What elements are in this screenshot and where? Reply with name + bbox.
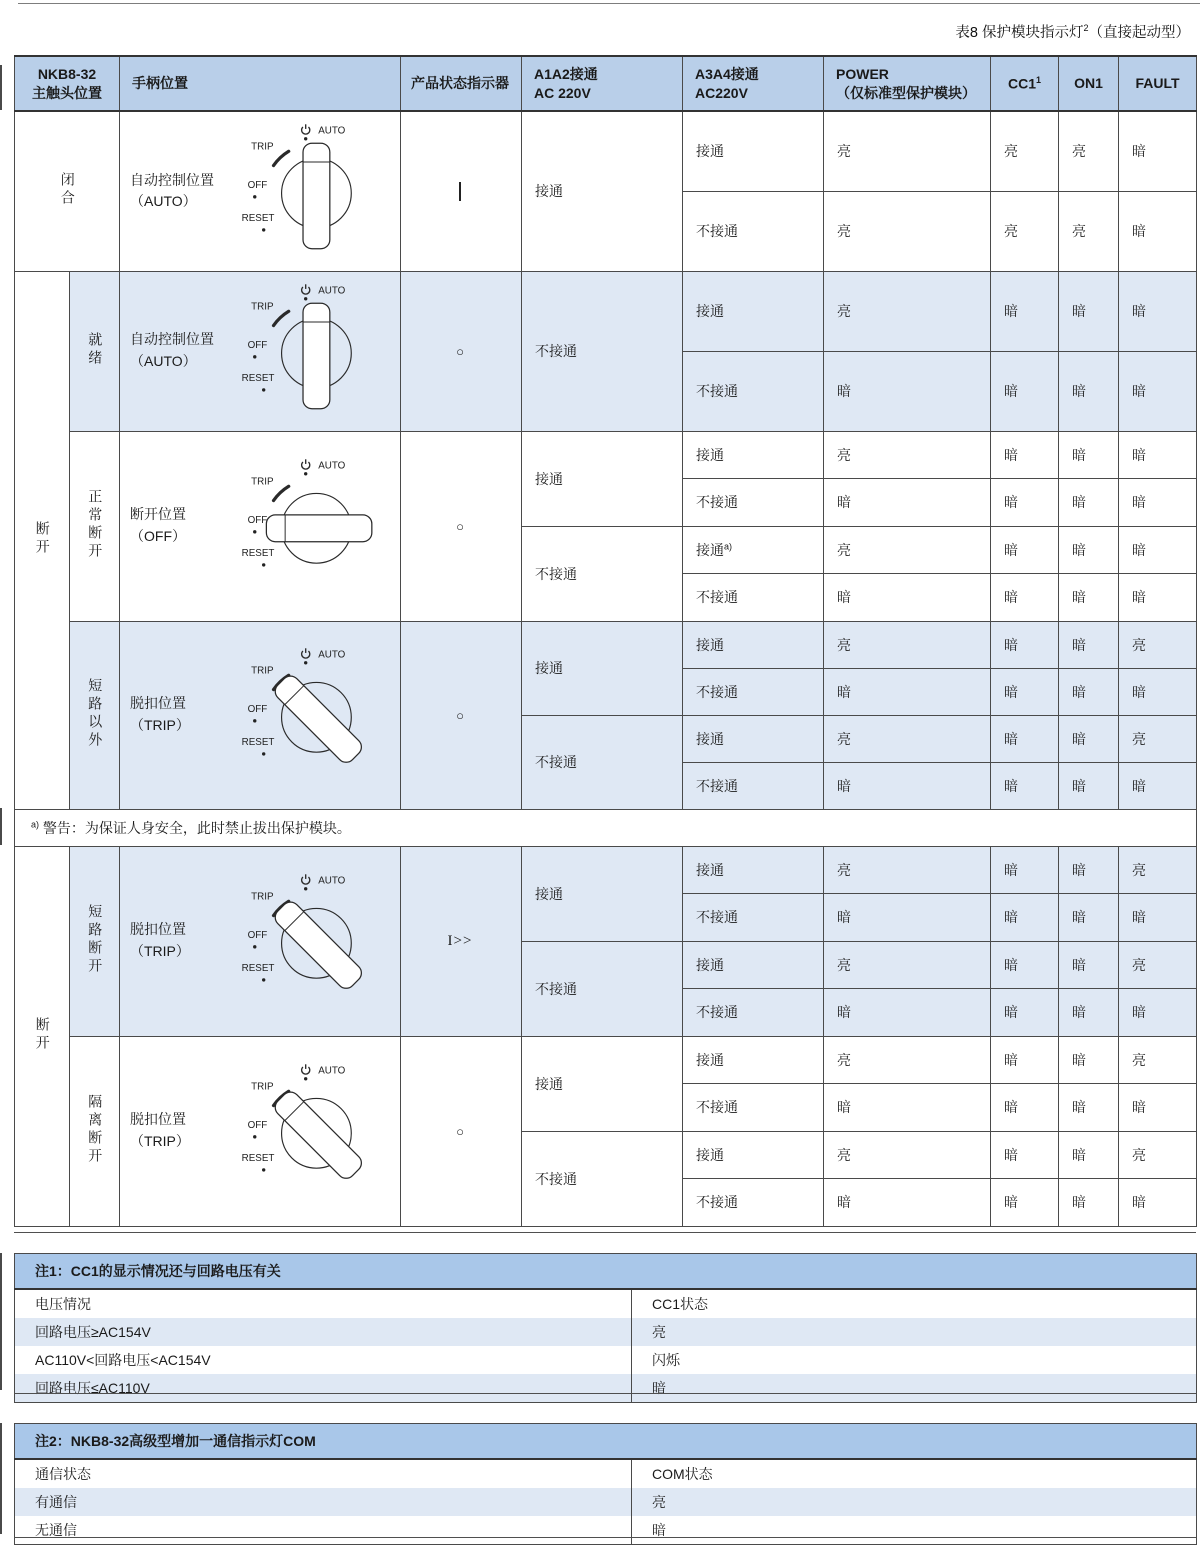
cell-a1a2: 不接通 bbox=[522, 271, 683, 431]
cell-power: 暗 bbox=[824, 1178, 991, 1226]
cell-fault: 暗 bbox=[1119, 271, 1197, 351]
reset-position-dot bbox=[262, 978, 265, 981]
cell-on1: 暗 bbox=[1059, 668, 1119, 715]
substate-label-short-open: 短路断开 bbox=[70, 846, 120, 1036]
header-fault: FAULT bbox=[1119, 56, 1197, 111]
note2-header-row bbox=[15, 1424, 1197, 1460]
trip-label: TRIP bbox=[251, 890, 274, 902]
position-label: 脱扣位置 （TRIP） bbox=[130, 921, 190, 959]
cell-cc1: 暗 bbox=[991, 893, 1059, 941]
cell-cc1: 暗 bbox=[991, 1178, 1059, 1226]
cell-on1: 暗 bbox=[1059, 941, 1119, 988]
cell-cc1: 暗 bbox=[991, 846, 1059, 893]
rotary-switch-icon bbox=[234, 280, 401, 423]
cell-a3a4: 不接通 bbox=[683, 893, 824, 941]
power-symbol-icon bbox=[302, 459, 310, 469]
position-label: 自动控制位置 （AUTO） bbox=[130, 331, 214, 369]
caption-suffix: （直接起动型） bbox=[1088, 25, 1190, 41]
cell-power: 亮 bbox=[824, 941, 991, 988]
warning-note: $^{a)}$ 警告：为保证人身安全，此时禁止拔出保护模块。 bbox=[15, 809, 1197, 846]
cell-fault: 暗 bbox=[1119, 478, 1197, 526]
cell-power: 亮 bbox=[824, 271, 991, 351]
page-top-rule bbox=[18, 3, 1200, 4]
note1-col1: 电压情况 bbox=[15, 1289, 632, 1318]
off-label: OFF bbox=[247, 929, 268, 941]
auto-position-dot bbox=[304, 137, 307, 140]
state-label-open: 断开 bbox=[15, 846, 70, 1226]
table-row bbox=[15, 431, 1197, 478]
power-symbol-icon bbox=[302, 648, 310, 658]
cell-cc1: 暗 bbox=[991, 478, 1059, 526]
position-label: 自动控制位置 （AUTO） bbox=[130, 171, 214, 210]
rotary-switch-diagram bbox=[234, 120, 401, 263]
page-edge-artifact bbox=[0, 1253, 2, 1390]
header-power: POWER （仅标准型保护模块） bbox=[824, 56, 991, 111]
cell-a1a2: 接通 bbox=[522, 431, 683, 526]
auto-label: AUTO bbox=[318, 874, 346, 886]
handle-position-cell bbox=[120, 1036, 401, 1226]
cell-a1a2: 不接通 bbox=[522, 526, 683, 621]
note1-table bbox=[14, 1253, 1197, 1403]
cell-a1a2: 接通 bbox=[522, 1036, 683, 1131]
handle-position-cell bbox=[120, 431, 401, 621]
table-row bbox=[15, 1516, 1197, 1545]
cell-fault: 亮 bbox=[1119, 1131, 1197, 1178]
auto-label: AUTO bbox=[318, 459, 346, 471]
cell-power: 亮 bbox=[824, 431, 991, 478]
table-row bbox=[15, 1374, 1197, 1403]
note2-col1: 无通信 bbox=[15, 1516, 632, 1545]
cell-on1: 暗 bbox=[1059, 1083, 1119, 1131]
cell-fault: 暗 bbox=[1119, 431, 1197, 478]
reset-position-dot bbox=[262, 228, 265, 231]
cell-a3a4: 不接通 bbox=[683, 573, 824, 621]
cell-on1: 暗 bbox=[1059, 573, 1119, 621]
cell-a3a4: 不接通 bbox=[683, 191, 824, 271]
cell-on1: 暗 bbox=[1059, 431, 1119, 478]
cell-cc1: 亮 bbox=[991, 191, 1059, 271]
handle-position-cell bbox=[120, 846, 401, 1036]
power-symbol-icon bbox=[302, 1064, 310, 1074]
trip-arc-mark bbox=[274, 151, 289, 165]
cell-power: 暗 bbox=[824, 351, 991, 431]
table-caption bbox=[955, 21, 1190, 42]
rotary-switch-diagram bbox=[234, 455, 401, 598]
trip-label: TRIP bbox=[251, 141, 274, 153]
cell-on1: 暗 bbox=[1059, 351, 1119, 431]
cell-power: 暗 bbox=[824, 478, 991, 526]
auto-label: AUTO bbox=[318, 1064, 346, 1076]
cell-fault: 暗 bbox=[1119, 351, 1197, 431]
cell-a3a4: 不接通 bbox=[683, 478, 824, 526]
cell-cc1: 暗 bbox=[991, 762, 1059, 809]
header-main-contact: NKB8-32 主触头位置 bbox=[15, 56, 120, 111]
cell-fault: 亮 bbox=[1119, 846, 1197, 893]
position-label: 脱扣位置 （TRIP） bbox=[130, 1111, 190, 1149]
cell-a3a4: 不接通 bbox=[683, 351, 824, 431]
note2-col2: 暗 bbox=[652, 1522, 666, 1538]
status-indicator-cell: I>> bbox=[401, 846, 522, 1036]
cell-a3a4: 接通 bbox=[683, 846, 824, 893]
header-handle-position: 手柄位置 bbox=[120, 56, 401, 111]
cell-cc1: 暗 bbox=[991, 351, 1059, 431]
trip-arc-mark bbox=[274, 486, 289, 500]
status-indicator-cell: ○ bbox=[401, 1036, 522, 1226]
cell-cc1: 暗 bbox=[991, 715, 1059, 762]
off-label: OFF bbox=[247, 179, 268, 191]
cell-fault: 暗 bbox=[1119, 111, 1197, 191]
double-rule bbox=[14, 1390, 1196, 1394]
note1-col1: 回路电压≥AC154V bbox=[15, 1318, 632, 1346]
table-row bbox=[15, 1488, 1197, 1516]
off-label: OFF bbox=[247, 514, 268, 526]
cell-a3a4: 接通 bbox=[683, 941, 824, 988]
note1-col2: 暗 bbox=[652, 1380, 666, 1396]
rotary-switch-diagram bbox=[234, 644, 401, 787]
cell-cc1: 暗 bbox=[991, 941, 1059, 988]
cell-fault: 暗 bbox=[1119, 526, 1197, 573]
cell-power: 亮 bbox=[824, 526, 991, 573]
auto-position-dot bbox=[304, 887, 307, 890]
reset-label: RESET bbox=[241, 212, 275, 224]
switch-handle bbox=[266, 514, 371, 541]
state-label-open: 断开 bbox=[15, 271, 70, 809]
cell-fault: 亮 bbox=[1119, 621, 1197, 668]
cell-cc1: 亮 bbox=[991, 111, 1059, 191]
cell-cc1: 暗 bbox=[991, 668, 1059, 715]
auto-position-dot bbox=[304, 1077, 307, 1080]
note2-table bbox=[14, 1423, 1197, 1545]
table-row bbox=[15, 1289, 1197, 1318]
cell-on1: 暗 bbox=[1059, 478, 1119, 526]
cell-on1: 暗 bbox=[1059, 762, 1119, 809]
trip-arc-mark bbox=[274, 311, 289, 325]
cell-power: 亮 bbox=[824, 1036, 991, 1083]
reset-position-dot bbox=[262, 1168, 265, 1171]
cell-a3a4: 不接通 bbox=[683, 988, 824, 1036]
double-rule bbox=[14, 1534, 1196, 1538]
reset-position-dot bbox=[262, 563, 265, 566]
footnote-marker: a) bbox=[31, 818, 40, 829]
note2-col1: 通信状态 bbox=[15, 1459, 632, 1488]
cell-cc1: 暗 bbox=[991, 1131, 1059, 1178]
cell-on1: 暗 bbox=[1059, 988, 1119, 1036]
page-edge-artifact bbox=[0, 1423, 2, 1534]
cell-cc1: 暗 bbox=[991, 1083, 1059, 1131]
cell-cc1: 暗 bbox=[991, 1036, 1059, 1083]
note2-col2: COM状态 bbox=[652, 1466, 713, 1482]
trip-label: TRIP bbox=[251, 1080, 274, 1092]
indicator-state-table bbox=[14, 55, 1197, 1227]
note1-header-row bbox=[15, 1254, 1197, 1290]
off-position-dot bbox=[253, 945, 256, 948]
off-position-dot bbox=[253, 355, 256, 358]
switch-handle bbox=[303, 143, 330, 248]
cell-fault: 暗 bbox=[1119, 988, 1197, 1036]
cell-fault: 亮 bbox=[1119, 715, 1197, 762]
reset-label: RESET bbox=[241, 372, 275, 384]
cell-fault: 亮 bbox=[1119, 1036, 1197, 1083]
cell-cc1: 暗 bbox=[991, 621, 1059, 668]
table-row bbox=[15, 1036, 1197, 1083]
cell-on1: 暗 bbox=[1059, 621, 1119, 668]
cell-a3a4: 接通$^{a)}$ bbox=[683, 526, 824, 573]
trip-label: TRIP bbox=[251, 664, 274, 676]
header-a3a4: A3A4接通 AC220V bbox=[683, 56, 824, 111]
cell-a1a2: 接通 bbox=[522, 621, 683, 715]
header-a1a2: A1A2接通 AC 220V bbox=[522, 56, 683, 111]
auto-label: AUTO bbox=[318, 125, 346, 137]
cell-power: 暗 bbox=[824, 988, 991, 1036]
cell-power: 暗 bbox=[824, 668, 991, 715]
cell-on1: 暗 bbox=[1059, 846, 1119, 893]
off-position-dot bbox=[253, 1135, 256, 1138]
cell-cc1: 暗 bbox=[991, 573, 1059, 621]
rotary-switch-icon bbox=[234, 1060, 401, 1203]
cell-a3a4: 不接通 bbox=[683, 1083, 824, 1131]
note1-col2: 闪烁 bbox=[652, 1352, 680, 1368]
cell-a1a2: 不接通 bbox=[522, 941, 683, 1036]
cell-a1a2: 接通 bbox=[522, 846, 683, 941]
off-position-dot bbox=[253, 195, 256, 198]
table-row bbox=[15, 846, 1197, 893]
header-row bbox=[15, 56, 1197, 111]
header-cc1: $CC1^1$ bbox=[991, 56, 1059, 111]
caption-superscript: 2 bbox=[1083, 23, 1089, 34]
cell-a1a2: 不接通 bbox=[522, 715, 683, 809]
trip-label: TRIP bbox=[251, 300, 274, 312]
reset-label: RESET bbox=[241, 736, 275, 748]
off-position-dot bbox=[253, 719, 256, 722]
status-indicator-cell bbox=[401, 111, 522, 271]
cell-power: 亮 bbox=[824, 1131, 991, 1178]
cell-a3a4: 接通 bbox=[683, 271, 824, 351]
substate-label-ready: 就绪 bbox=[70, 271, 120, 431]
cell-fault: 暗 bbox=[1119, 1083, 1197, 1131]
cell-on1: 暗 bbox=[1059, 893, 1119, 941]
status-indicator-cell: ○ bbox=[401, 271, 522, 431]
cell-cc1: 暗 bbox=[991, 431, 1059, 478]
power-symbol-icon bbox=[302, 124, 310, 134]
cell-power: 亮 bbox=[824, 846, 991, 893]
cell-a3a4: 接通 bbox=[683, 715, 824, 762]
power-symbol-icon bbox=[302, 284, 310, 294]
cell-on1: 暗 bbox=[1059, 1131, 1119, 1178]
position-label: 断开位置 （OFF） bbox=[130, 506, 186, 544]
footnote-marker: a) bbox=[724, 540, 733, 551]
rotary-switch-icon bbox=[234, 455, 401, 598]
cell-power: 亮 bbox=[824, 621, 991, 668]
auto-position-dot bbox=[304, 472, 307, 475]
note2-title: 注2：NKB8-32高级型增加一通信指示灯COM bbox=[15, 1424, 1197, 1460]
cell-cc1: 暗 bbox=[991, 988, 1059, 1036]
cell-on1: 暗 bbox=[1059, 271, 1119, 351]
note1-col1: AC110V<回路电压<AC154V bbox=[15, 1346, 632, 1374]
page-edge-artifact bbox=[0, 65, 2, 110]
power-symbol-icon bbox=[302, 874, 310, 884]
table-row bbox=[15, 1459, 1197, 1488]
rotary-switch-icon bbox=[234, 120, 401, 263]
rotary-switch-icon bbox=[234, 870, 401, 1013]
status-indicator-cell: ○ bbox=[401, 621, 522, 809]
cell-power: 亮 bbox=[824, 715, 991, 762]
cell-on1: 暗 bbox=[1059, 1178, 1119, 1226]
cell-fault: 暗 bbox=[1119, 573, 1197, 621]
rotary-switch-icon bbox=[234, 644, 401, 787]
table-row bbox=[15, 1346, 1197, 1374]
cell-a3a4: 不接通 bbox=[683, 762, 824, 809]
note2-col1: 有通信 bbox=[15, 1488, 632, 1516]
cell-fault: 暗 bbox=[1119, 893, 1197, 941]
cell-a3a4: 接通 bbox=[683, 111, 824, 191]
table-row bbox=[15, 1318, 1197, 1346]
substate-label-except-short: 短路以外 bbox=[70, 621, 120, 809]
cell-power: 亮 bbox=[824, 191, 991, 271]
table-row bbox=[15, 809, 1197, 846]
status-indicator-cell: ○ bbox=[401, 431, 522, 621]
state-label-closed: 闭合 bbox=[15, 111, 120, 271]
rotary-switch-diagram bbox=[234, 870, 401, 1013]
cell-fault: 暗 bbox=[1119, 762, 1197, 809]
cell-fault: 暗 bbox=[1119, 1178, 1197, 1226]
rotary-switch-diagram bbox=[234, 280, 401, 423]
handle-position-cell bbox=[120, 111, 401, 271]
auto-position-dot bbox=[304, 297, 307, 300]
substate-label-normal-open: 正常断开 bbox=[70, 431, 120, 621]
cell-cc1: 暗 bbox=[991, 271, 1059, 351]
off-position-dot bbox=[253, 530, 256, 533]
cell-on1: 暗 bbox=[1059, 526, 1119, 573]
note1-col1: 回路电压≤AC110V bbox=[15, 1374, 632, 1403]
note1-col2: 亮 bbox=[652, 1324, 666, 1340]
handle-position-cell bbox=[120, 621, 401, 809]
cell-a1a2: 接通 bbox=[522, 111, 683, 271]
header-status-indicator: 产品状态指示器 bbox=[401, 56, 522, 111]
cell-a3a4: 不接通 bbox=[683, 668, 824, 715]
cell-a3a4: 接通 bbox=[683, 621, 824, 668]
cell-power: 暗 bbox=[824, 573, 991, 621]
cell-fault: 暗 bbox=[1119, 668, 1197, 715]
cell-a3a4: 接通 bbox=[683, 1131, 824, 1178]
reset-position-dot bbox=[262, 752, 265, 755]
auto-position-dot bbox=[304, 661, 307, 664]
header-on1: ON1 bbox=[1059, 56, 1119, 111]
page-edge-artifact bbox=[0, 808, 2, 845]
cell-cc1: 暗 bbox=[991, 526, 1059, 573]
table-row bbox=[15, 111, 1197, 191]
switch-handle bbox=[303, 303, 330, 408]
off-label: OFF bbox=[247, 339, 268, 351]
indicator-bar-glyph bbox=[459, 182, 461, 201]
reset-label: RESET bbox=[241, 547, 275, 559]
position-label: 脱扣位置 （TRIP） bbox=[130, 695, 190, 733]
note2-col2: 亮 bbox=[652, 1494, 666, 1510]
cell-power: 暗 bbox=[824, 893, 991, 941]
handle-position-cell bbox=[120, 271, 401, 431]
double-rule bbox=[14, 1229, 1196, 1233]
rotary-switch-diagram bbox=[234, 1060, 401, 1203]
cell-power: 暗 bbox=[824, 762, 991, 809]
auto-label: AUTO bbox=[318, 284, 346, 296]
cell-power: 暗 bbox=[824, 1083, 991, 1131]
table-row bbox=[15, 271, 1197, 351]
cell-a1a2: 不接通 bbox=[522, 1131, 683, 1226]
reset-position-dot bbox=[262, 388, 265, 391]
cell-on1: 暗 bbox=[1059, 1036, 1119, 1083]
note1-col2: CC1状态 bbox=[652, 1296, 709, 1312]
reset-label: RESET bbox=[241, 962, 275, 974]
auto-label: AUTO bbox=[318, 648, 346, 660]
cell-on1: 亮 bbox=[1059, 191, 1119, 271]
cell-a3a4: 接通 bbox=[683, 1036, 824, 1083]
trip-label: TRIP bbox=[251, 475, 274, 487]
cell-fault: 暗 bbox=[1119, 191, 1197, 271]
table-row bbox=[15, 621, 1197, 668]
note1-title: 注1：CC1的显示情况还与回路电压有关 bbox=[15, 1254, 1197, 1290]
off-label: OFF bbox=[247, 703, 268, 715]
cell-a3a4: 接通 bbox=[683, 431, 824, 478]
cell-power: 亮 bbox=[824, 111, 991, 191]
cell-on1: 亮 bbox=[1059, 111, 1119, 191]
caption-text: 表8 保护模块指示灯 bbox=[955, 25, 1084, 41]
off-label: OFF bbox=[247, 1119, 268, 1131]
substate-label-isolated-open: 隔离断开 bbox=[70, 1036, 120, 1226]
cell-a3a4: 不接通 bbox=[683, 1178, 824, 1226]
reset-label: RESET bbox=[241, 1152, 275, 1164]
cell-fault: 亮 bbox=[1119, 941, 1197, 988]
cell-on1: 暗 bbox=[1059, 715, 1119, 762]
